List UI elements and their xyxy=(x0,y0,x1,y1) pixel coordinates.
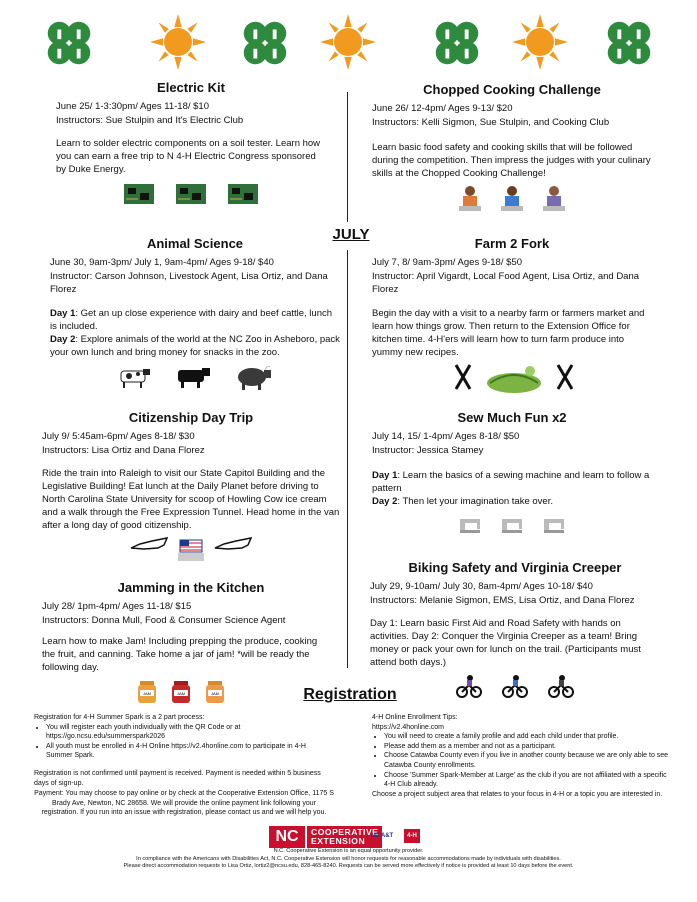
event-instructors: Instructors: Sue Stulpin and It's Electric Club xyxy=(56,114,244,126)
event-instructors: Instructors: Kelli Sigmon, Sue Stulpin, and Cooking Club xyxy=(372,116,610,128)
fork-icon xyxy=(556,363,574,391)
event-date: July 14, 15/ 1-4pm/ Ages 8-18/ $50 xyxy=(372,431,520,442)
event-title: Electric Kit xyxy=(157,80,225,95)
event-title: Farm 2 Fork xyxy=(474,236,550,251)
cyclist-icon xyxy=(456,673,482,699)
event-sew-much-fun xyxy=(372,410,652,534)
list-item: • All youth must be enrolled in 4-H Online https://v2.4honline.com to participate in 4-H Summer Spark. xyxy=(46,742,334,761)
event-description: Begin the day with a visit to a nearby farm or farmers market and learn how things grow. Then return to the Extension Office for kitchen time. 4-H'ers will learn how to turn farm produce into yummy new recipes. xyxy=(372,307,645,358)
event-title: Chopped Cooking Challenge xyxy=(423,82,601,97)
event-date: July 7, 8/ 9am-3pm/ Ages 9-18/ $50 xyxy=(372,257,522,268)
event-title: Sew Much Fun x2 xyxy=(457,410,567,425)
cooking-kid-icon xyxy=(457,184,483,212)
event-electric-kit xyxy=(56,80,326,204)
registration-left xyxy=(34,713,334,818)
sun-icon xyxy=(512,14,568,70)
event-title: Animal Science xyxy=(146,236,244,251)
event-title: Jamming in the Kitchen xyxy=(117,580,265,595)
event-date: July 28/ 1pm-4pm/ Ages 11-18/ $15 xyxy=(42,601,192,612)
jar-label: JAM xyxy=(177,691,185,696)
event-title: Citizenship Day Trip xyxy=(128,410,254,425)
enrollment-tips-heading: 4-H Online Enrollment Tips: xyxy=(372,714,458,721)
event-date: July 29, 9-10am/ July 30, 8am-4pm/ Ages 10-18/ $40 xyxy=(370,581,593,592)
registration-payment: Payment: You may choose to pay online or by check at the Cooperative Extension Office, 1175 S Brady Ave, Newton, NC 28658. We will provide the online payment link following your registration. If you run into an issue with registration, please contact us and we will help you. xyxy=(34,790,334,817)
event-citizenship-day-trip xyxy=(42,410,340,562)
cooperative-extension-wordmark: COOPERATIVE EXTENSION xyxy=(307,826,382,848)
jam-jar-icon xyxy=(170,680,192,704)
event-date: July 9/ 5:45am-6pm/ Ages 8-18/ $30 xyxy=(42,431,195,442)
sewing-machine-icon xyxy=(542,516,566,534)
fork-icon xyxy=(454,363,472,391)
jar-label: JAM xyxy=(143,691,151,696)
event-day1: Day 1: Learn the basics of a sewing machine and learn to follow a pattern xyxy=(372,470,650,494)
registration-heading: Registration xyxy=(303,686,397,703)
event-chopped-cooking xyxy=(372,82,652,212)
event-date: June 30, 9am-3pm/ July 1, 9am-4pm/ Ages 9-18/ $40 xyxy=(50,257,274,268)
cooking-kid-icon xyxy=(499,184,525,212)
event-date: June 26/ 12-4pm/ Ages 9-13/ $20 xyxy=(372,103,513,114)
circuit-board-icon xyxy=(176,184,206,204)
registration-right xyxy=(372,713,674,799)
event-farm-2-fork xyxy=(372,236,652,393)
cyclist-icon xyxy=(502,673,528,699)
jam-jar-icon xyxy=(136,680,158,704)
footer-ada: In compliance with the Americans with Disabilities Act, N.C. Cooperative Extension will honor requests for reasonable accommodations made by individuals with disabilities. xyxy=(136,856,561,862)
enrollment-url: https://v2.4honline.com xyxy=(372,723,444,731)
event-day2: Day 2: Then let your imagination take over. xyxy=(372,496,553,507)
circuit-board-icon xyxy=(124,184,154,204)
event-description: Learn basic food safety and cooking skills that will be followed during the competition. Then impress the judges with your culinary skills at the Chopped Cooking Challenge! xyxy=(372,142,651,179)
footer-accommodation: Please direct accommodation requests to Lisa Ortiz, lortiz2@ncsu.edu, 828-465-8240. Requests can be served more effectively if notice is provided at least 10 days before the event. xyxy=(123,863,574,869)
ncat-logo: NC A&T xyxy=(370,833,394,839)
clover-icon xyxy=(428,14,486,72)
list-item: • You will need to create a family profile and add each child under that profile. xyxy=(384,732,674,742)
event-animal-science xyxy=(50,236,340,391)
list-item: • Choose Catawba County even if you live in another county because we are only able to see Catawba County enrollments. xyxy=(384,751,674,770)
event-instructors: Instructor: Carson Johnson, Livestock Agent, Lisa Ortiz, and Dana Florez xyxy=(50,270,328,295)
registration-confirm: Registration is not confirmed until payment is received. Payment is needed within 5 business days of sign-up. xyxy=(34,769,321,787)
sewing-machine-icon xyxy=(500,516,524,534)
cyclist-icon xyxy=(548,673,574,699)
event-day2: Day 2: Explore animals of the world at the NC Zoo in Asheboro, pack your own lunch and bring money for snacks in the zoo. xyxy=(50,333,340,358)
footer-equal-opportunity: N.C. Cooperative Extension is an equal opportunity provider. xyxy=(273,848,424,854)
jam-jar-icon xyxy=(204,680,226,704)
list-item: • You will register each youth individually with the QR Code or at https://go.ncsu.edu/summerspark2026 xyxy=(46,723,334,742)
circuit-board-icon xyxy=(228,184,258,204)
list-item: • Please add them as a member and not as a participant. xyxy=(384,742,674,752)
cooking-kid-icon xyxy=(541,184,567,212)
clover-icon xyxy=(40,14,98,72)
yak-icon xyxy=(236,365,272,391)
jar-label: JAM xyxy=(211,691,219,696)
clover-icon xyxy=(236,14,294,72)
event-description: Learn to solder electric components on a soil tester. Learn how you can earn a free trip to N 4-H Electric Congress sponsored by Duke Energy. xyxy=(56,138,321,175)
nc-map-icon xyxy=(214,536,252,552)
header-banner xyxy=(0,14,697,74)
enrollment-tips xyxy=(372,732,674,790)
nc-map-icon xyxy=(130,536,168,552)
partner-logo: 4-H xyxy=(404,829,420,843)
farm-field-icon xyxy=(486,363,542,393)
event-instructors: Instructors: Lisa Ortiz and Dana Florez xyxy=(42,444,205,456)
event-title: Biking Safety and Virginia Creeper xyxy=(408,560,622,575)
event-description: Learn how to make Jam! Including prepping the produce, cooking the fruit, and canning. Take home a jar of jam! *will be ready the following day. xyxy=(42,636,318,673)
event-instructors: Instructors: Donna Mull, Food & Consumer Science Agent xyxy=(42,614,286,626)
beef-cow-icon xyxy=(176,365,212,389)
event-instructors: Instructor: Jessica Stamey xyxy=(372,444,484,456)
sun-icon xyxy=(150,14,206,70)
event-instructors: Instructor: April Vigardt, Local Food Agent, Lisa Ortiz, and Dana Florez xyxy=(372,270,640,295)
column-divider xyxy=(347,250,348,668)
sewing-machine-icon xyxy=(458,516,482,534)
event-day1: Day 1: Get an up close experience with dairy and beef cattle, lunch is included. xyxy=(50,307,333,332)
event-description: Ride the train into Raleigh to visit our State Capitol Building and the Legislative Building! Eat lunch at the Daily Planet before driving to North Carolina State University for scoop of Howling Cow ice cream and a walk through the Free Expression Tunnel. Head home in the van after a long day of good citizenship. xyxy=(42,468,340,531)
event-instructors: Instructors: Melanie Sigmon, EMS, Lisa Ortiz, and Dana Florez xyxy=(370,594,635,606)
enrollment-closing: Choose a project subject area that relates to your focus in 4-H or a topic you are interested in. xyxy=(372,790,663,798)
registration-intro: Registration for 4-H Summer Spark is a 2 part process: xyxy=(34,714,205,721)
event-biking-safety xyxy=(370,560,660,699)
month-heading: JULY xyxy=(332,226,370,243)
event-date: June 25/ 1-3:30pm/ Ages 11-18/ $10 xyxy=(56,101,209,112)
list-item: • Choose 'Summer Spark-Member at Large' as the club if you are not affiliated with a specific 4-H Club already. xyxy=(384,771,674,790)
registration-steps xyxy=(34,723,334,761)
sun-icon xyxy=(320,14,376,70)
clover-icon xyxy=(600,14,658,72)
dairy-cow-icon xyxy=(118,365,152,389)
nc-logo-mark: NC xyxy=(269,826,305,848)
event-description: Day 1: Learn basic First Aid and Road Safety with hands on activities. Day 2: Conquer the Virginia Creeper as a team! Bring money or pack your own for lunch on the trail. (Participants must attend both days.) xyxy=(370,618,641,668)
column-divider xyxy=(347,92,348,222)
capitol-flag-icon xyxy=(176,536,206,562)
